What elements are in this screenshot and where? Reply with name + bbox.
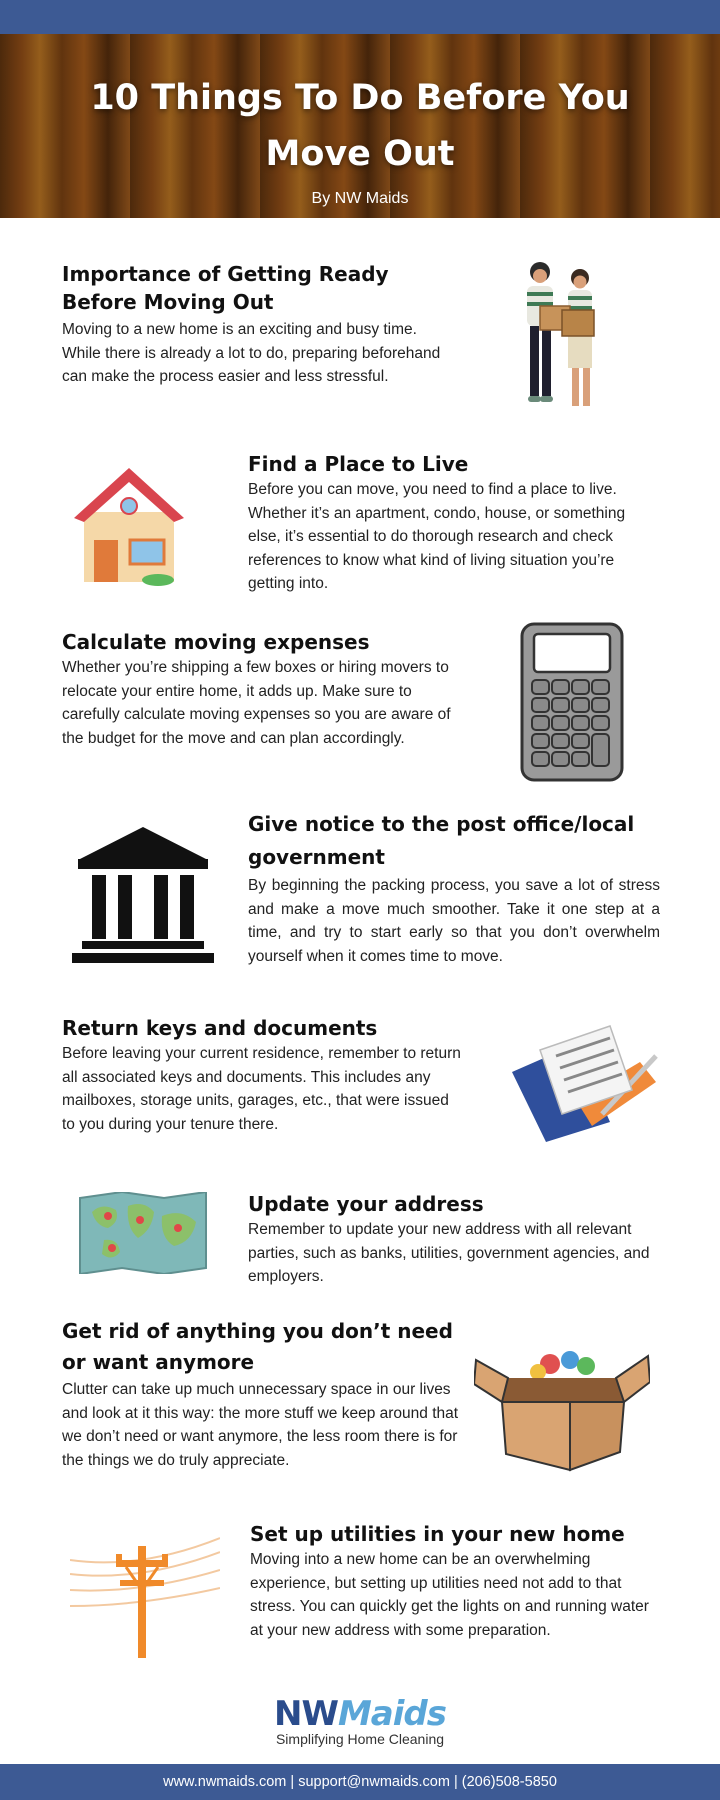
section-body: Remember to update your new address with all relevant parties, such as banks, utilities, government agencies, and employers. bbox=[248, 1221, 650, 1285]
documents-icon bbox=[506, 1022, 660, 1142]
section-heading: Update your address bbox=[248, 1192, 484, 1216]
section-heading: Give notice to the post office/local government bbox=[248, 812, 635, 869]
house-icon bbox=[70, 462, 188, 586]
section-heading: Get rid of anything you don’t need or want anymore bbox=[62, 1319, 453, 1374]
utility-pole-icon bbox=[70, 1530, 220, 1660]
top-bar bbox=[0, 0, 720, 34]
section-get-rid bbox=[62, 1316, 462, 1472]
section-body: Clutter can take up much unnecessary space in our lives and look at it this way: the more stuff we keep around that we don’t need or want anymore, the less room there is for the things we do truly appreciate. bbox=[62, 1381, 459, 1469]
section-utilities bbox=[250, 1520, 660, 1642]
section-heading: Find a Place to Live bbox=[248, 452, 469, 476]
section-give-notice bbox=[248, 808, 660, 968]
nwmaids-logo bbox=[0, 1695, 720, 1747]
couple-with-boxes-icon bbox=[510, 258, 620, 418]
logo-wordmark: NWMaids bbox=[274, 1694, 446, 1734]
section-heading: Calculate moving expenses bbox=[62, 630, 370, 654]
hero-banner bbox=[0, 34, 720, 218]
section-importance bbox=[62, 260, 442, 389]
section-body: Before leaving your current residence, remember to return all associated keys and documents. This includes any mailboxes, storage units, garages, etc., that were issued to you during your tenure there. bbox=[62, 1045, 461, 1133]
calculator-icon bbox=[520, 622, 624, 782]
section-find-place bbox=[248, 450, 658, 596]
section-heading: Return keys and documents bbox=[62, 1016, 378, 1040]
section-body: Before you can move, you need to find a place to live. Whether it’s an apartment, condo, house, or something else, it’s essential to do thorough research and check references to know what kind of living situation you’re getting into. bbox=[248, 481, 626, 592]
section-body: Whether you’re shipping a few boxes or hiring movers to relocate your entire home, it adds up. Make sure to carefully calculate moving expenses so you are aware of the budget for the move and can plan accordingly. bbox=[62, 659, 451, 747]
map-icon bbox=[78, 1192, 208, 1274]
footer-contact-bar bbox=[0, 1764, 720, 1800]
section-body: Moving into a new home can be an overwhelming experience, but setting up utilities need not add to that stress. You can quickly get the lights on and running water at your new address with some preparation. bbox=[250, 1551, 649, 1639]
logo-tagline: Simplifying Home Cleaning bbox=[275, 1731, 445, 1747]
section-body: By beginning the packing process, you save a lot of stress and make a move much smoother. Take it one step at a time, and try to start early so that you don’t overwhelm yourself when it comes time to move. bbox=[248, 877, 660, 965]
footer-contact: www.nwmaids.com | support@nwmaids.com | (206)508-5850 bbox=[163, 1774, 557, 1790]
section-return-keys bbox=[62, 1014, 462, 1136]
section-expenses bbox=[62, 628, 462, 750]
government-building-icon bbox=[70, 825, 216, 965]
cardboard-box-icon bbox=[474, 1342, 650, 1472]
section-heading: Set up utilities in your new home bbox=[250, 1522, 625, 1546]
section-heading: Importance of Getting Ready Before Moving Out bbox=[62, 262, 389, 314]
section-body: Moving to a new home is an exciting and busy time. While there is already a lot to do, preparing beforehand can make the process easier and less stressful. bbox=[62, 321, 441, 385]
byline: By NW Maids bbox=[311, 190, 409, 207]
section-update-address bbox=[248, 1190, 660, 1289]
page-title: 10 Things To Do Before You Move Out bbox=[90, 78, 630, 174]
